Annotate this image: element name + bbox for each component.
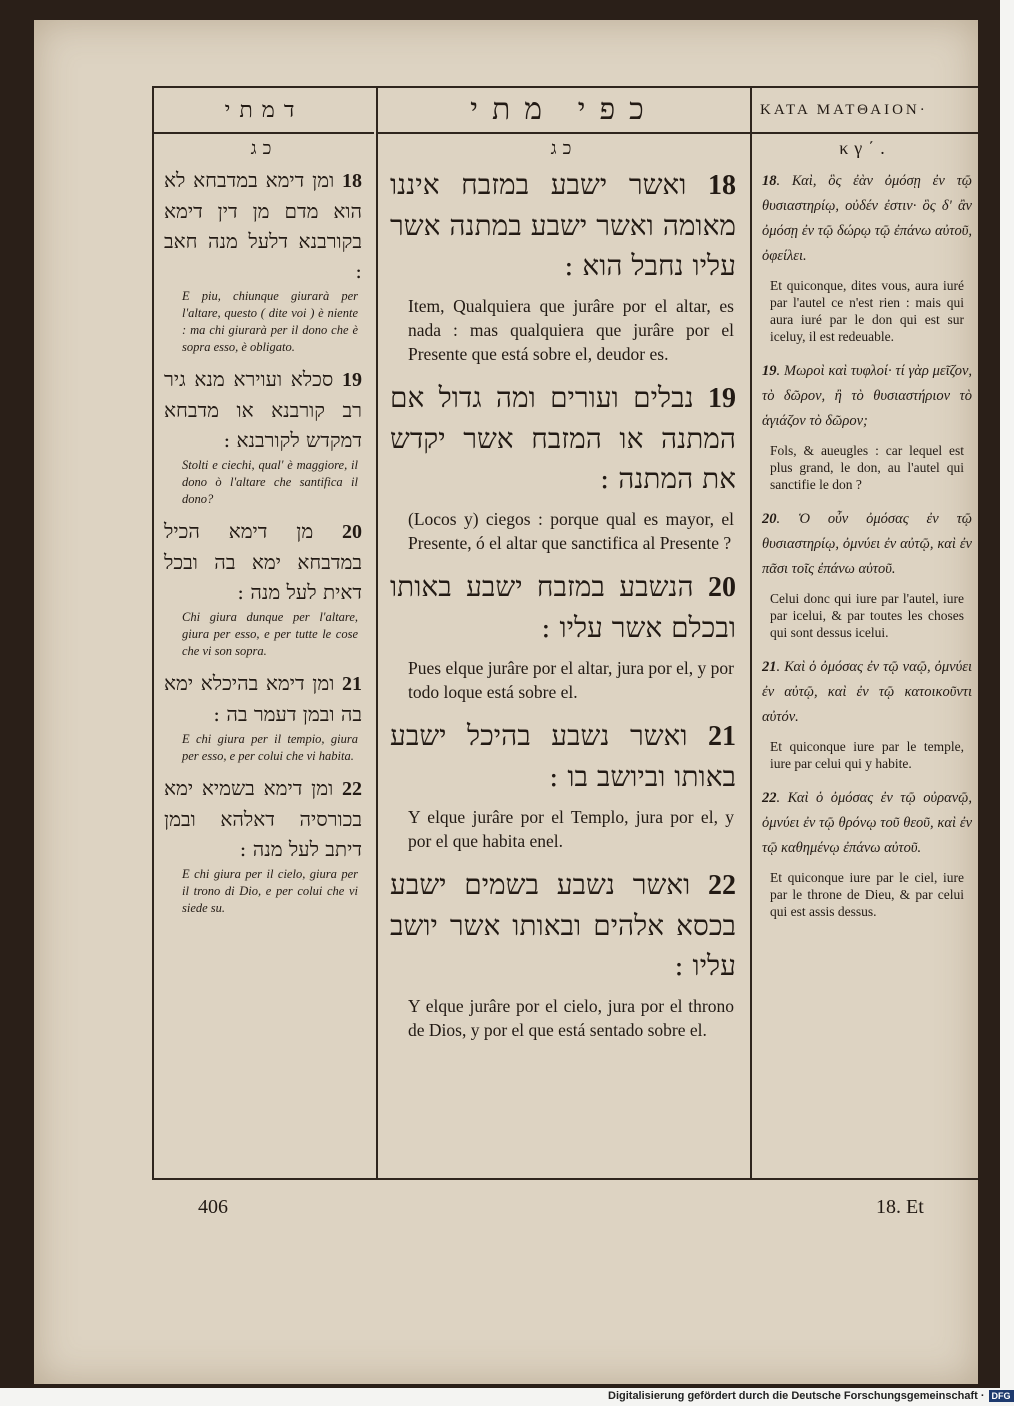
aramaic-text: מן דימא הכיל במדבחא ימא בה ובכל דאית לעל מנה : [164, 519, 362, 604]
hebrew-text: ואשר נשבע בשמים ישבע בכסא אלהים ובאותו אשר יושב עליו : [390, 868, 736, 982]
dfg-logo: DFG [989, 1390, 1014, 1402]
verse-number: 21 [708, 721, 737, 752]
aramaic-text: סכלא ועוירא מנא גיר רב קורבנא או מדבחא דמקדש לקורבנא : [164, 367, 362, 452]
greek-text: Καὶ ὁ ὀμόσας ἐν τῷ οὐρανῷ, ὀμνύει ἐν τῷ θρόνῳ τοῦ θεοῦ, καὶ ἐν τῷ καθημένῳ ἐπάνω αὐτοῦ. [762, 790, 973, 856]
aramaic-column [152, 88, 374, 1178]
spanish-translation: Y elque jurâre por el Templo, jura por el, y por el que habita enel. [408, 807, 734, 851]
french-translation: Et quiconque iure par le temple, iure par celui qui y habite. [770, 739, 964, 771]
verse-number: 20 [708, 572, 737, 603]
spanish-translation: Item, Qualquiera que jurâre por el altar, es nada : mas qualquiera que jurâre por el Presente que está sobre el, deudor es. [408, 296, 734, 364]
aramaic-verse-21 [154, 668, 374, 773]
french-translation: Et quiconque iure par le ciel, iure par le throne de Dieu, & par celui qui est assis dessus. [770, 870, 964, 919]
greek-verse-22: 22. Καὶ ὁ ὀμόσας ἐν τῷ οὐρανῷ, ὀμνύει ἐν τῷ θρόνῳ τοῦ θεοῦ, καὶ ἐν τῷ καθημένῳ ἐπάνω αὐτοῦ. Et quiconque iure par le ciel, iure par le throne de Dieu, & par celui qui est assis dessus. [752, 782, 978, 930]
verse-number: 21 [342, 673, 363, 695]
greek-column [752, 88, 978, 1178]
hebrew-verse-19 [378, 378, 750, 567]
french-translation: Fols, & aueugles : car lequel est plus grand, le don, au l'autel qui sanctifie le don ? [770, 443, 964, 492]
greek-verse-21: 21. Καὶ ὁ ὀμόσας ἐν τῷ ναῷ, ὀμνύει ἐν αὐτῷ, καὶ ἐν τῷ κατοικοῦντι αὐτόν. Et quiconque iure par le temple, iure par celui qui y habite. [752, 651, 978, 782]
greek-text: Καὶ ὁ ὀμόσας ἐν τῷ ναῷ, ὀμνύει ἐν αὐτῷ, καὶ ἐν τῷ κατοικοῦντι αὐτόν. [762, 659, 973, 725]
hebrew-verse-18 [378, 165, 750, 378]
aramaic-chapter-number: כג [250, 138, 278, 158]
aramaic-header: דמתי [154, 88, 374, 134]
spanish-translation: Y elque jurâre por el cielo, jura por el throno de Dios, y por el que está sentado sobre el. [408, 996, 734, 1040]
italian-translation: E chi giura per il cielo, giura per il trono di Dio, e per colui che vi siede su. [182, 867, 358, 915]
verse-number: 19 [708, 383, 736, 414]
digitization-footer [608, 1390, 1014, 1402]
verse-number: 18 [762, 173, 777, 189]
aramaic-verse-18 [154, 165, 374, 364]
italian-translation: E piu, chiunque giurarà per l'altare, questo ( dite voi ) è niente : ma chi giurarà per il dono che è sopra esso, è obligato. [182, 289, 358, 354]
hebrew-text: נבלים ועורים ומה גדול אם המתנה או המזבח אשר יקדש את המתנה : [390, 381, 736, 495]
hebrew-verse-20 [378, 567, 750, 716]
aramaic-text: ומן דימא בהיכלא ימא בה ובמן דעמר בה : [164, 671, 362, 726]
verse-number: 20 [342, 521, 362, 543]
hebrew-text: הנשבע במזבח ישבע באותו ובכלם אשר עליו : [390, 570, 736, 644]
hebrew-text: ואשר ישבע במזבח איננו מאומה ואשר ישבע במתנה אשר עליו נחבל הוא : [390, 168, 736, 282]
verse-number: 22 [707, 870, 736, 901]
page-number: 406 [198, 1196, 228, 1218]
verse-number: 22 [762, 790, 777, 806]
verse-number: 21 [762, 659, 777, 675]
greek-verse-18: 18. Καὶ, ὃς ἐὰν ὀμόσῃ ἐν τῷ θυσιαστηρίῳ, οὐδέν ἐστιν· ὃς δ' ἂν ὀμόσῃ ἐν τῷ δώρῳ τῷ ἐπάνω αὐτοῦ, ὀφείλει. Et quiconque, dites vous, aura iuré par l'autel ce n'est rien : mais qui aura iuré par le don qui est sur iceluy, il est redeuable. [752, 165, 978, 355]
hebrew-chapter-number: כג [550, 138, 578, 158]
hebrew-verse-22 [378, 865, 750, 1054]
verse-number: 20 [762, 511, 777, 527]
spanish-translation: Pues elque jurâre por el altar, jura por el, y por todo loque está sobre el. [408, 658, 734, 702]
aramaic-verse-19 [154, 364, 374, 516]
greek-verse-20: 20. Ὁ οὖν ὀμόσας ἐν τῷ θυσιαστηρίῳ, ὀμνύει ἐν αὐτῷ, καὶ ἐν πᾶσι τοῖς ἐπάνω αὐτοῦ. Celui donc qui iure par l'autel, iure par icelui, & par toutes les choses qui sont dessus icelui. [752, 503, 978, 651]
verse-number: 22 [342, 778, 363, 800]
italian-translation: Chi giura dunque per l'altare, giura per esso, e per tutte le cose che vi son sopra. [182, 610, 358, 658]
french-translation: Et quiconque, dites vous, aura iuré par l'autel ce n'est rien : mais qui aura iuré par le don qui est sur iceluy, il est redeuable. [770, 278, 964, 344]
french-translation: Celui donc qui iure par l'autel, iure par icelui, & par toutes les choses qui sont dessus icelui. [770, 591, 964, 640]
hebrew-verse-21 [378, 716, 750, 865]
catchword: 18. Et [876, 1196, 924, 1218]
aramaic-verse-22 [154, 773, 374, 925]
aramaic-text: ומן דימא במדבחא לא הוא מדם מן דין דימא בקורבנא דלעל מנה חאב : [164, 168, 362, 283]
greek-text: Μωροὶ καὶ τυφλοί· τί γὰρ μεῖζον, τὸ δῶρον, ἢ τὸ θυσιαστήριον τὸ ἁγιάζον τὸ δῶρον; [762, 363, 973, 429]
hebrew-header: כפי מתי [378, 88, 750, 134]
footer-text: Digitalisierung gefördert durch die Deutsche Forschungsgemeinschaft · [608, 1390, 985, 1402]
aramaic-verse-20 [154, 516, 374, 668]
greek-text: Ὁ οὖν ὀμόσας ἐν τῷ θυσιαστηρίῳ, ὀμνύει ἐν αὐτῷ, καὶ ἐν πᾶσι τοῖς ἐπάνω αὐτοῦ. [762, 511, 973, 577]
greek-header: ΚΑΤΑ ΜΑΤΘΑΙΟΝ· [752, 88, 978, 134]
greek-chapter-number: κγ΄. [839, 138, 891, 158]
hebrew-column [376, 88, 752, 1178]
greek-text: Καὶ, ὃς ἐὰν ὀμόσῃ ἐν τῷ θυσιαστηρίῳ, οὐδέν ἐστιν· ὃς δ' ἂν ὀμόσῃ ἐν τῷ δώρῳ τῷ ἐπάνω αὐτοῦ, ὀφείλει. [762, 173, 972, 264]
verse-number: 18 [708, 170, 737, 201]
verse-number: 19 [762, 363, 777, 379]
greek-verse-19: 19. Μωροὶ καὶ τυφλοί· τί γὰρ μεῖζον, τὸ δῶρον, ἢ τὸ θυσιαστήριον τὸ ἁγιάζον τὸ δῶρον; Fols, & aueugles : car lequel est plus grand, le don, au l'autel qui sanctifie le don ? [752, 355, 978, 503]
italian-translation: Stolti e ciechi, qual' è maggiore, il dono ò l'altare che santifica il dono? [182, 458, 358, 506]
italian-translation: E chi giura per il tempio, giura per esso, e per colui che vi habita. [182, 732, 358, 763]
aramaic-text: ומן דימא בשמיא ימא בכורסיה דאלהא ובמן דיתב לעל מנה : [164, 776, 362, 861]
verse-number: 19 [342, 369, 362, 391]
verse-number: 18 [342, 170, 363, 192]
polyglot-frame [152, 86, 978, 1180]
hebrew-text: ואשר נשבע בהיכל ישבע באותו וביושב בו : [390, 719, 736, 793]
spanish-translation: (Locos y) ciegos : porque qual es mayor, el Presente, ó el altar que sanctifica al Presente ? [408, 509, 734, 553]
